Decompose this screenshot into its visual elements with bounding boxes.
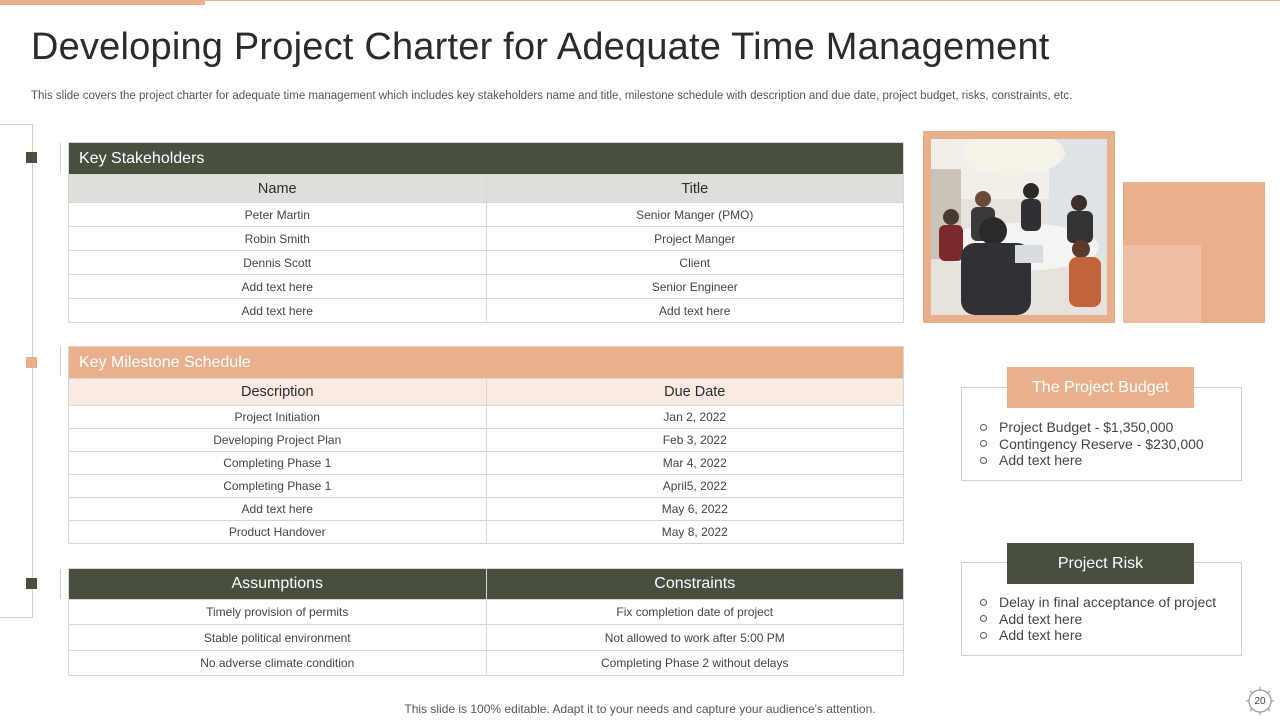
table-row <box>69 406 904 429</box>
table-cell: Client <box>486 251 904 275</box>
column-header-description: Description <box>69 379 487 406</box>
decorative-peach-block <box>1123 182 1265 323</box>
table-row <box>69 452 904 475</box>
stakeholders-table <box>68 142 904 323</box>
table-row <box>69 299 904 323</box>
circle-bullet-icon <box>980 424 987 431</box>
top-accent-bar <box>0 0 205 5</box>
table-row <box>69 227 904 251</box>
meeting-photo <box>931 139 1107 315</box>
table-cell: May 8, 2022 <box>486 521 904 544</box>
table-cell: Add text here <box>69 299 487 323</box>
table-cell: Product Handover <box>69 521 487 544</box>
budget-item: Add text here <box>999 452 1083 469</box>
list-item <box>980 452 1241 469</box>
table-cell: Fix completion date of project <box>486 600 904 625</box>
circle-bullet-icon <box>980 599 987 606</box>
table-row <box>69 275 904 299</box>
timeline-tick <box>60 569 61 599</box>
stakeholders-heading: Key Stakeholders <box>69 143 904 175</box>
table-cell: Add text here <box>486 299 904 323</box>
page-title: Developing Project Charter for Adequate Time Management <box>31 26 1050 68</box>
assumptions-table <box>68 568 904 676</box>
risk-item: Add text here <box>999 627 1083 644</box>
page-subtitle: This slide covers the project charter for adequate time management which includes key stakeholders name and title, milestone schedule with description and due date, project budget, risks, constraints, etc. <box>31 90 1073 102</box>
table-cell: Completing Phase 2 without delays <box>486 651 904 676</box>
table-cell: Stable political environment <box>69 625 487 651</box>
list-item <box>980 436 1241 453</box>
decorative-peach-inner <box>1123 245 1201 323</box>
table-cell: Project Manger <box>486 227 904 251</box>
footer-note: This slide is 100% editable. Adapt it to your needs and capture your audience's attention. <box>404 702 876 716</box>
list-item <box>980 611 1241 628</box>
table-cell: Jan 2, 2022 <box>486 406 904 429</box>
stakeholders-marker <box>26 152 37 163</box>
timeline-tick <box>60 143 61 173</box>
risk-item: Delay in final acceptance of project <box>999 594 1217 610</box>
table-cell: Project Initiation <box>69 406 487 429</box>
table-cell: Developing Project Plan <box>69 429 487 452</box>
table-cell: Completing Phase 1 <box>69 452 487 475</box>
list-item <box>980 419 1241 436</box>
table-cell: Not allowed to work after 5:00 PM <box>486 625 904 651</box>
page-number: 20 <box>1254 695 1266 707</box>
table-cell: Senior Manger (PMO) <box>486 203 904 227</box>
page-badge <box>1244 685 1276 717</box>
table-cell: Robin Smith <box>69 227 487 251</box>
column-header-constraints: Constraints <box>486 569 904 600</box>
table-row <box>69 251 904 275</box>
risk-label: Project Risk <box>1007 543 1194 584</box>
column-header-due-date: Due Date <box>486 379 904 406</box>
timeline-bracket <box>0 124 33 618</box>
table-cell: No adverse climate condition <box>69 651 487 676</box>
table-cell: Dennis Scott <box>69 251 487 275</box>
table-cell: May 6, 2022 <box>486 498 904 521</box>
circle-bullet-icon <box>980 615 987 622</box>
budget-item: Project Budget - $1,350,000 <box>999 419 1174 435</box>
circle-bullet-icon <box>980 440 987 447</box>
column-header-name: Name <box>69 175 487 203</box>
table-cell: Add text here <box>69 498 487 521</box>
budget-item: Contingency Reserve - $230,000 <box>999 435 1204 452</box>
table-row <box>69 475 904 498</box>
milestones-table <box>68 346 904 544</box>
table-cell: April5, 2022 <box>486 475 904 498</box>
table-row <box>69 203 904 227</box>
list-item <box>980 594 1241 611</box>
table-row <box>69 625 904 651</box>
circle-bullet-icon <box>980 632 987 639</box>
table-cell: Timely provision of permits <box>69 600 487 625</box>
table-cell: Feb 3, 2022 <box>486 429 904 452</box>
table-row <box>69 521 904 544</box>
table-row <box>69 600 904 625</box>
table-row <box>69 429 904 452</box>
table-row <box>69 651 904 676</box>
budget-label: The Project Budget <box>1007 367 1194 408</box>
column-header-assumptions: Assumptions <box>69 569 487 600</box>
table-cell: Add text here <box>69 275 487 299</box>
risk-item: Add text here <box>999 610 1083 627</box>
table-row <box>69 498 904 521</box>
table-cell: Senior Engineer <box>486 275 904 299</box>
timeline-tick <box>60 346 61 376</box>
assumptions-marker <box>26 578 37 589</box>
table-cell: Mar 4, 2022 <box>486 452 904 475</box>
photo-frame <box>923 131 1115 323</box>
table-cell: Peter Martin <box>69 203 487 227</box>
column-header-title: Title <box>486 175 904 203</box>
list-item <box>980 627 1241 644</box>
table-cell: Completing Phase 1 <box>69 475 487 498</box>
milestones-heading: Key Milestone Schedule <box>69 347 904 379</box>
circle-bullet-icon <box>980 457 987 464</box>
milestones-marker <box>26 357 37 368</box>
